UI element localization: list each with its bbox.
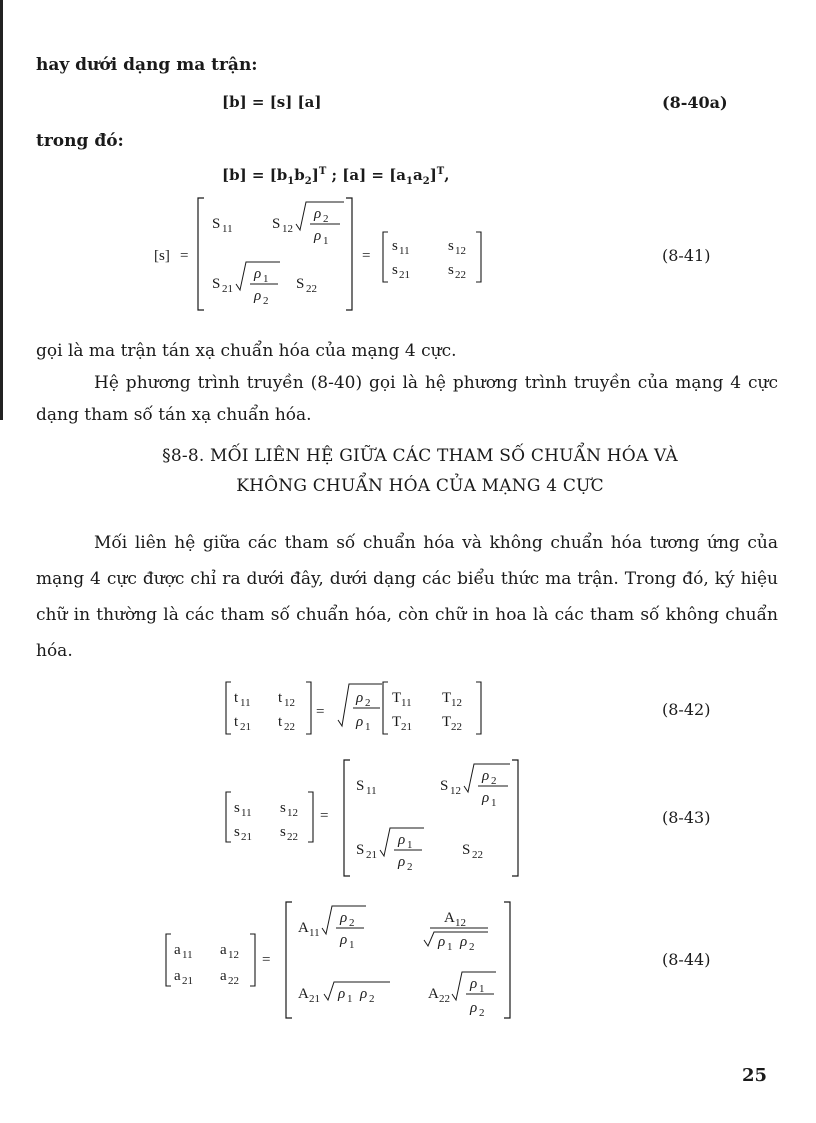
svg-text:2: 2 — [369, 993, 375, 1005]
svg-text:ρ: ρ — [398, 854, 406, 870]
svg-text:12: 12 — [228, 949, 239, 961]
svg-text:s: s — [234, 800, 240, 816]
svg-text:A: A — [298, 986, 309, 1002]
svg-text:A: A — [298, 920, 309, 936]
svg-text:=: = — [316, 704, 325, 720]
svg-text:=: = — [180, 248, 189, 264]
svg-text:21: 21 — [240, 721, 251, 733]
svg-text:12: 12 — [455, 917, 466, 929]
svg-text:2: 2 — [469, 941, 475, 953]
svg-text:2: 2 — [323, 213, 329, 225]
svg-text:1: 1 — [447, 941, 453, 953]
svg-text:2: 2 — [365, 697, 371, 709]
svg-text:1: 1 — [479, 983, 485, 995]
svg-text:1: 1 — [407, 839, 413, 851]
svg-text:T: T — [442, 714, 452, 730]
svg-text:2: 2 — [349, 917, 355, 929]
intro-line: hay dưới dạng ma trận: — [36, 55, 258, 75]
svg-text:s: s — [280, 824, 286, 840]
svg-text:1: 1 — [323, 235, 329, 247]
svg-text:ρ: ρ — [470, 976, 478, 992]
equation-number-8-41: (8-41) — [662, 246, 711, 265]
svg-text:ρ: ρ — [356, 690, 364, 706]
svg-text:A: A — [444, 910, 455, 926]
svg-text:2: 2 — [263, 295, 269, 307]
svg-text:12: 12 — [284, 697, 295, 709]
equation-number-8-44: (8-44) — [662, 950, 711, 969]
svg-text:ρ: ρ — [482, 790, 490, 806]
equation-8-41 — [150, 192, 490, 320]
svg-text:21: 21 — [366, 849, 377, 861]
svg-text:21: 21 — [182, 975, 193, 987]
svg-text:12: 12 — [287, 807, 298, 819]
svg-text:ρ: ρ — [340, 932, 348, 948]
svg-text:22: 22 — [451, 721, 462, 733]
svg-text:S: S — [440, 778, 449, 794]
svg-text:12: 12 — [282, 223, 293, 235]
svg-text:11: 11 — [222, 223, 233, 235]
equation-8-44 — [162, 898, 522, 1024]
svg-text:s: s — [392, 262, 398, 278]
svg-text:[s]: [s] — [154, 248, 170, 264]
svg-text:s: s — [392, 238, 398, 254]
binding-edge — [0, 0, 3, 420]
svg-text:ρ: ρ — [438, 934, 446, 950]
equation-8-40a: [b] = [s] [a] — [222, 93, 322, 111]
svg-text:ρ: ρ — [314, 206, 322, 222]
svg-text:t: t — [234, 690, 239, 706]
svg-text:=: = — [262, 952, 271, 968]
svg-text:21: 21 — [399, 269, 410, 281]
equation-number-8-43: (8-43) — [662, 808, 711, 827]
svg-text:1: 1 — [347, 993, 353, 1005]
svg-text:21: 21 — [241, 831, 252, 843]
svg-text:ρ: ρ — [360, 986, 368, 1002]
svg-text:ρ: ρ — [314, 228, 322, 244]
svg-text:1: 1 — [263, 273, 269, 285]
svg-text:ρ: ρ — [482, 768, 490, 784]
svg-text:ρ: ρ — [254, 288, 262, 304]
svg-text:=: = — [320, 808, 329, 824]
equation-number-8-42: (8-42) — [662, 700, 711, 719]
svg-text:11: 11 — [182, 949, 193, 961]
svg-text:ρ: ρ — [338, 986, 346, 1002]
equation-8-43 — [222, 756, 522, 880]
svg-text:2: 2 — [491, 775, 497, 787]
svg-text:11: 11 — [309, 927, 320, 939]
svg-text:22: 22 — [472, 849, 483, 861]
svg-text:22: 22 — [228, 975, 239, 987]
svg-text:S: S — [356, 842, 365, 858]
svg-text:ρ: ρ — [460, 934, 468, 950]
svg-text:t: t — [278, 690, 283, 706]
svg-text:21: 21 — [222, 283, 233, 295]
svg-text:T: T — [392, 690, 402, 706]
svg-text:1: 1 — [491, 797, 497, 809]
svg-text:A: A — [428, 986, 439, 1002]
svg-text:11: 11 — [399, 245, 410, 257]
svg-text:11: 11 — [241, 807, 252, 819]
svg-text:11: 11 — [240, 697, 251, 709]
svg-text:22: 22 — [439, 993, 450, 1005]
svg-text:S: S — [296, 276, 305, 292]
svg-text:t: t — [278, 714, 283, 730]
page-number: 25 — [742, 1065, 768, 1086]
svg-text:a: a — [174, 968, 181, 984]
svg-text:1: 1 — [349, 939, 355, 951]
svg-text:a: a — [220, 968, 227, 984]
paragraph-relationship: Mối liên hệ giữa các tham số chuẩn hóa và không chuẩn hóa tương ứng của mạng 4 cực được chỉ ra dưới đây, dưới dạng các biểu thức ma trận. Trong đó, ký hiệu chữ in thường là các tham số chuẩn hóa, còn chữ in hoa là các tham số không chuẩn hóa. — [36, 533, 778, 661]
paragraph-normalized-matrix: gọi là ma trận tán xạ chuẩn hóa của mạng 4 cực. — [36, 341, 457, 361]
svg-text:ρ: ρ — [398, 832, 406, 848]
section-heading-line-1: §8-8. MỐI LIÊN HỆ GIỮA CÁC THAM SỐ CHUẨN HÓA VÀ — [162, 446, 678, 466]
svg-text:S: S — [212, 276, 221, 292]
svg-text:S: S — [272, 216, 281, 232]
svg-text:s: s — [280, 800, 286, 816]
where-label: trong đó: — [36, 131, 124, 151]
section-heading — [100, 441, 740, 501]
svg-text:2: 2 — [479, 1007, 485, 1019]
svg-text:a: a — [220, 942, 227, 958]
svg-text:=: = — [362, 248, 371, 264]
svg-text:21: 21 — [309, 993, 320, 1005]
svg-text:ρ: ρ — [356, 714, 364, 730]
equation-number-8-40a: (8-40a) — [662, 93, 728, 112]
svg-text:S: S — [212, 216, 221, 232]
svg-text:s: s — [234, 824, 240, 840]
svg-text:t: t — [234, 714, 239, 730]
svg-text:22: 22 — [284, 721, 295, 733]
svg-text:21: 21 — [401, 721, 412, 733]
svg-text:S: S — [356, 778, 365, 794]
svg-text:ρ: ρ — [340, 910, 348, 926]
svg-text:2: 2 — [407, 861, 413, 873]
svg-text:T: T — [392, 714, 402, 730]
svg-text:s: s — [448, 262, 454, 278]
section-heading-line-2: KHÔNG CHUẨN HÓA CỦA MẠNG 4 CỰC — [236, 476, 604, 496]
svg-text:1: 1 — [365, 721, 371, 733]
svg-text:22: 22 — [455, 269, 466, 281]
svg-text:12: 12 — [451, 697, 462, 709]
svg-text:ρ: ρ — [470, 1000, 478, 1016]
equation-8-42 — [222, 674, 492, 744]
svg-text:s: s — [448, 238, 454, 254]
svg-text:a: a — [174, 942, 181, 958]
svg-text:11: 11 — [401, 697, 412, 709]
svg-text:22: 22 — [306, 283, 317, 295]
svg-text:11: 11 — [366, 785, 377, 797]
svg-text:ρ: ρ — [254, 266, 262, 282]
svg-text:12: 12 — [455, 245, 466, 257]
svg-text:22: 22 — [287, 831, 298, 843]
svg-text:T: T — [442, 690, 452, 706]
svg-text:S: S — [462, 842, 471, 858]
vector-definitions: $[b] = [b_1b_2]^T$ ; $[a] = [a_1a_2]^T$, — [222, 166, 450, 187]
paragraph-transmission-system: Hệ phương trình truyền (8-40) gọi là hệ phương trình truyền của mạng 4 cực dạng tham số tán xạ chuẩn hóa. — [36, 373, 778, 425]
svg-text:12: 12 — [450, 785, 461, 797]
